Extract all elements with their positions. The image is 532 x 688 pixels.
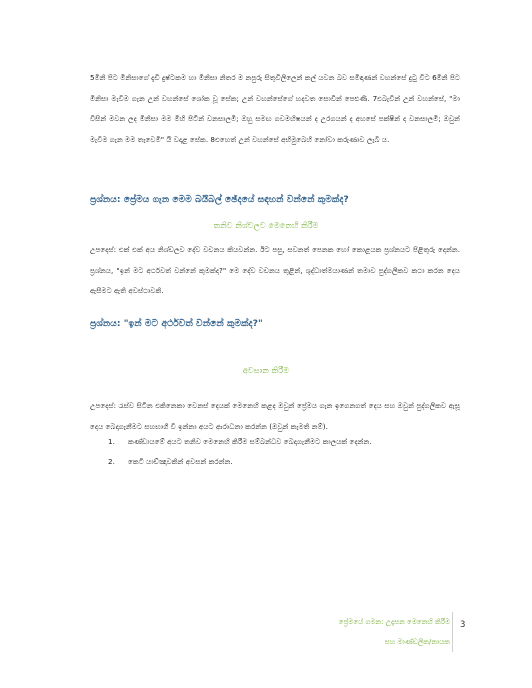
list-item-text: කෙටි යාච්ඤාවකින් අවසන් කරන්න.	[128, 457, 233, 466]
advice-paragraph: උපදෙස්: එක් එක් අය නිශ්චලව දේව වචනය කියවන්න. ඊට පසු, සවනත් පෙනක හෝ කොළයක ප්‍රශ්නයට පිළිතුරු දෙන්න. ප්‍රශ්නය, "ඉන් මට අර්ථවත් වන්නේ කුමක්ද?" මෙ දේව වචනය තුළින්, ශුද්ධාත්මයාණන් තමාව පුද්ගලිකව කථා කරන දෙය ඇසීමට ඇති අවස්ථාවකි.	[90, 245, 460, 295]
list-item-text: කණ්ඩායමේ අයට තනිව මෙනෙහි කිරීම සම්බන්ධව බෙදාගැනීමට කාලයක් දෙන්න.	[128, 437, 372, 446]
question-heading-2: ප්‍රශ්නය: "ඉන් මට අර්ථවත් වන්නේ කුමක්ද?"	[90, 318, 263, 329]
closing-steps-list	[108, 432, 372, 472]
question-heading-1: ප්‍රශ්නය: ප්‍රේමය ගැන මෙම බයිබල් ඡේදයේ සඳහන් වන්නේ කුමක්ද?	[90, 194, 349, 205]
footer-title: ප්‍රේමයේ ගමන: උදෑසන මෙනෙහි කිරීම	[338, 618, 450, 626]
list-item-number: 1.	[108, 437, 115, 446]
page-number: 3	[460, 620, 466, 630]
footer-subtitle: සහ මාණ්ඩලික/නායක	[384, 638, 450, 646]
list-item-number: 2.	[108, 457, 115, 466]
section-heading-solitary-meditation: තනිව නිශ්චලව මෙනෙහි කිරීම	[213, 220, 319, 230]
footer-divider	[452, 612, 453, 652]
list-item	[108, 432, 372, 452]
section-heading-closing: අවසාන කිරීම	[242, 365, 290, 375]
closing-paragraph: උපදෙස්: රැස්ව සිටින එකිනෙකා වෙනස් දෙයක් මෙනෙහි කළද ඔවුන් ප්‍රේමය ගැන ඉගෙනගත් දෙය සහ ඔවුන් පුද්ගලිකව ඇසූ දෙය බෙදාගැනීමට සහභාගී වී ඉන්නා අයට ආරාධනා කරන්න (ඔවුන් කැමති නම්).	[90, 401, 460, 431]
list-item	[108, 452, 372, 472]
intro-paragraph: 5මිනි පිට මිනිසාගේ දැඩි දුෂ්ටකම හා මිනිසා නිතර ම නපුරු සිතුවිලිලෙන් කල් යවන බව සමිඳාණන් වහන්සේ දුටු විට 6මිනි පිට මිනිසා මැවීම ගැන උන් වහන්සේ ශෝක වූ සේක; උන් වහන්සේගේ හදවත සොවින් පෙළුණි. 7එබැවින් උන් වහන්සේ, "මා විසින් මවන ලද මිනිසා මම මිහි පිටින් වනසාලමි; ඔහු සමඟ ගවමහිෂයන් ද උරගයන් ද අහසේ පක්ෂීන් ද වනසාලමි; ඔවුන් මැවීම ගැන මම තැවෙමි" යි වදාළ සේක. 8එහෙත් උන් වහන්සේ අභිමුඛෙහි නෝවා කරුණාව ලැබී ය.	[90, 73, 460, 144]
